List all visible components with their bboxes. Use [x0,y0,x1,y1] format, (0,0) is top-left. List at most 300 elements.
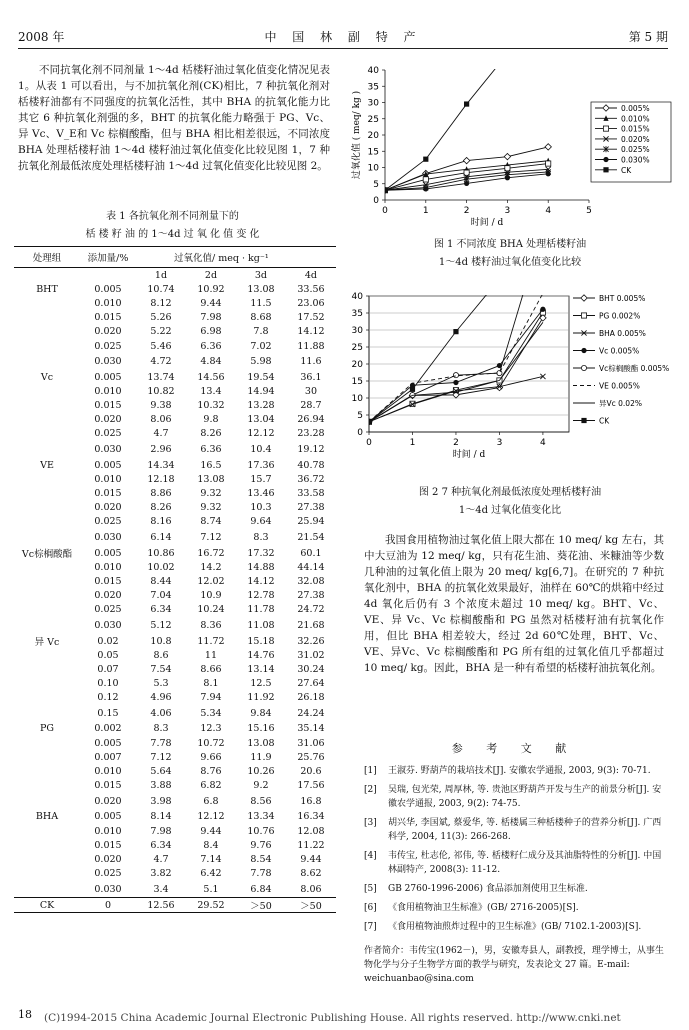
cell-value: 21.54 [297,532,325,543]
cell-dose: 0.002 [94,723,122,735]
legend-label: CK [621,165,632,175]
cell-value: 17.56 [297,780,325,792]
data-point [410,387,415,392]
y-tick-label: 25 [351,343,363,353]
discussion-paragraph [364,532,664,676]
fig1-caption-line1: 图 1 不同浓度 BHA 处理栝楼籽油 [433,239,587,250]
cell-value: 14.94 [247,385,275,397]
table-title-line1: 表 1 各抗氧化剂不同剂量下的 [106,211,239,222]
group-name: BHT [36,283,58,295]
series-group [366,288,546,425]
y-tick-label: 15 [367,147,379,158]
cell-value: 8.26 [150,502,172,514]
x-tick-label: 4 [540,438,546,448]
refs-title: 参 考 文 献 [451,742,577,755]
cell-value: 8.44 [150,575,172,587]
cell-dose: 0.015 [94,575,122,587]
cell-value: 24.24 [297,707,325,719]
group-name: 异 Vc [34,637,60,649]
cell-value: 9.84 [250,707,272,719]
cell-value: 15.18 [247,635,275,647]
cell-value: 17.36 [247,459,275,471]
reference-number: [2] [364,785,377,795]
table-row [14,764,336,778]
reference-item [364,882,664,896]
cell-value: 35.14 [297,723,325,735]
group-name: Vc [40,371,54,383]
data-point [603,167,608,172]
reference-item [364,901,664,915]
y-axis-label: 过氧化值 ( meq/ kg ) [352,90,362,180]
data-point [603,126,608,131]
cell-value: 9.32 [200,502,222,514]
legend-label: 0.015% [621,124,650,134]
cell-value: 16.72 [197,547,225,559]
reference-text: 《食用植物油煎炸过程中的卫生标准》(GB/ 7102.1-2003)[S]. [388,922,642,932]
y-tick-label: 5 [373,179,379,190]
reference-number: [1] [364,766,377,776]
data-point [463,157,469,163]
cell-value: 14.12 [247,575,275,587]
cell-value: 2.96 [150,444,172,456]
legend-label: 异Vc 0.02% [599,399,642,408]
table-row [14,384,336,398]
cell-value: 13.74 [147,371,175,383]
table-row [14,501,336,515]
cell-dose: 0.015 [94,400,122,412]
cell-value: 3.98 [150,795,172,807]
cell-value: 10.3 [250,502,272,514]
reference-item [364,849,664,877]
table-title-line2: 栝 楼 籽 油 的 1～4d 过 氧 化 值 变 化 [85,229,260,240]
cell-value: 11.9 [250,751,272,763]
cell-value: 8.06 [300,883,322,895]
cell-value: 6.14 [150,532,172,543]
cell-dose: 0.010 [94,825,122,837]
reference-list [364,764,664,939]
cell-value: 7.02 [250,340,272,352]
cell-dose: 0.005 [94,811,122,823]
cell-dose: 0.007 [94,751,122,763]
x-tick-label: 1 [422,206,429,216]
table-row [14,705,336,722]
legend-label: PG 0.002% [599,311,641,321]
cell-value: 8.14 [150,811,172,823]
cell-value: 13.46 [247,488,275,500]
cell-dose: 0.030 [94,356,122,368]
reference-number: [5] [364,884,377,894]
cell-value: 10.72 [197,737,225,749]
cell-value: 27.38 [297,502,325,514]
data-point [581,418,586,423]
cell-value: 29.52 [197,899,225,911]
y-tick-label: 20 [367,131,379,141]
header-year: 2008 年 [18,30,65,44]
x-tick-label: 3 [504,206,511,216]
cell-value: 32.08 [297,575,325,587]
cell-value: 10.26 [247,766,275,778]
cell-dose: 0.020 [94,795,122,807]
cell-value: 13.04 [247,414,275,426]
cell-dose: 0.005 [94,737,122,749]
reference-item [364,920,664,934]
y-tick-label: 5 [357,411,363,421]
figure-1-chart [345,62,675,232]
y-tick-label: 40 [367,66,379,76]
cell-value: 8.26 [200,428,222,440]
cell-value: 7.94 [200,692,222,704]
cell-value: 4.7 [153,428,169,440]
cell-value: 16.34 [297,811,325,823]
cell-value: 11.5 [250,297,272,309]
table-day-header [14,268,336,283]
cell-value: 5.26 [150,312,172,324]
series-line [369,322,543,421]
cell-value: 3.88 [150,780,172,792]
cell-value: 12.12 [247,428,275,440]
cell-value: 9.64 [250,516,272,528]
table-row [14,399,336,413]
fig2-caption-line2: 1～4d 过氧化值变化比 [458,505,562,516]
x-tick-label: 0 [382,206,388,216]
cell-value: 8.16 [150,516,172,528]
cell-value: 14.34 [147,459,175,471]
cell-value: 9.32 [200,488,222,500]
cell-value: 8.3 [253,532,269,543]
table-row [14,881,336,898]
y-tick-label: 0 [357,428,363,438]
cell-value: 9.38 [150,400,172,412]
cell-value: 7.04 [150,590,172,602]
cell-value: 32.26 [297,635,325,647]
cell-dose: 0.15 [97,707,119,719]
cell-value: ＞50 [300,901,322,913]
cell-value: 14.88 [247,561,275,573]
cell-value: 5.46 [150,340,172,352]
day-header-3: 3d [254,269,268,281]
cell-value: 13.4 [200,385,222,397]
cell-value: 20.6 [300,766,322,778]
intro-text: 不同抗氧化剂不同剂量 1～4d 栝楼籽油过氧化值变化情况见表 1。从表 1 可以看出，与不加抗氧化剂(CK)相比，7 种抗氧化剂对栝楼籽油都有不同强度的抗氧化活性，其中 BHA 的抗氧化能力比其它 6 种抗氧化剂强的多，BHT 的抗氧化能力略强于 PG、Vc、异 Vc、V_E和 Vc 棕榈酸酯，但与 BHA 相比相差很远，不同浓度 BHA 处理栝楼籽油 1～4d 楼籽油过氧化值变化比较见图 1，7 种抗氧化剂最低浓度处理栝楼籽油 1～4d 过氧化值变化比较见图 2。 [18,64,330,172]
data-point [546,161,551,166]
data-point [581,365,586,370]
data-point [423,157,428,162]
cell-value: 25.76 [297,751,325,763]
legend-label: Vc棕榈酸酯 0.005% [599,364,670,373]
cell-value: 11 [204,649,218,661]
figure-2-chart [345,288,675,468]
table-row [14,852,336,866]
cell-value: 6.34 [150,839,172,851]
cell-value: 8.74 [200,516,222,528]
cell-value: 7.8 [253,326,269,338]
table-row [14,353,336,370]
cell-value: 60.1 [300,547,322,559]
cell-value: 5.1 [203,883,219,895]
header-rule [18,48,668,49]
data-point [423,186,428,191]
cell-value: 8.54 [250,853,272,865]
cell-dose: 0.005 [94,459,122,471]
table-row [14,486,336,500]
reference-text: 胡兴华, 李国斌, 蔡爱华, 等. 栝楼属三种栝楼种子的营养分析[J]. 广西科学, 2004, 11(3): 266-268. [388,818,662,842]
discussion-text: 我国食用植物油过氧化值上限大都在 10 meq/ kg 左右，其中大豆油为 12 meq/ kg，只有花生油、葵花油、米糠油等少数几种油的过氧化值上限为 20 meq/ kg[6,7]。在研究的 7 种抗氧化剂中，BHA 的抗氧化效果最好，油样在 60℃的烘箱中经过 4d 氧化后仍有 3 个浓度未超过 10 meq/ kg。BHT、Vc、VE、异 Vc、Vc 棕榈酸酯和 PG 虽然对栝楼籽油有抗氧化作用，但比 BHA 相差较大，经过 2d 60℃处理，BHT、Vc、VE、异Vc、Vc 棕榈酸酯和 PG 所有组的过氧化值几乎都超过 10 meq/ kg。因此，BHA 是一种有希望的栝楼籽油抗氧化剂。 [364,534,664,674]
reference-text: 吴瑞, 包光荣, 周厚林, 等. 贵池区野葫芦开发与生产的前景分析[J]. 安徽农学通报, 2003, 9(2): 74-75. [388,785,662,809]
table-row [14,574,336,588]
cell-value: 12.18 [147,473,175,485]
cell-value: 12.5 [250,678,272,690]
cell-value: 7.12 [150,751,172,763]
series-line [369,288,543,422]
cell-value: 12.56 [147,899,175,911]
cell-value: 14.56 [197,371,225,383]
cell-value: 11.92 [247,692,275,704]
cell-dose: 0.015 [94,780,122,792]
cell-dose: 0.025 [94,428,122,440]
cell-value: 11.08 [247,619,275,631]
table-row [14,722,336,736]
group-name: CK [39,899,55,911]
cell-value: 33.56 [297,283,325,295]
table-row [14,413,336,427]
fig2-caption-line1: 图 2 7 种抗氧化剂最低浓度处理栝楼籽油 [418,487,602,498]
cell-value: 21.68 [297,619,325,631]
reference-item [364,764,664,778]
reference-text: 《食用植物油卫生标准》(GB/ 2716-2005)[S]. [388,903,579,913]
table-row [14,339,336,353]
cell-value: 9.44 [200,825,222,837]
cell-dose: 0.015 [94,488,122,500]
cell-dose: 0.030 [94,619,122,631]
cell-value: 9.8 [203,414,219,426]
pov-table [14,246,336,913]
cell-value: 9.2 [253,780,269,792]
cell-value: 5.98 [250,356,272,368]
cell-value: 11.78 [247,604,275,616]
cell-dose: 0.020 [94,414,122,426]
cell-value: 14.76 [247,649,275,661]
cell-value: 6.82 [200,780,222,792]
data-point [505,175,510,180]
x-tick-label: 3 [496,438,503,448]
cell-value: 8.06 [150,414,172,426]
cell-value: 6.34 [150,604,172,616]
legend-label: BHT 0.005% [599,294,646,303]
cell-value: 13.08 [247,737,275,749]
cell-value: 11.72 [197,635,225,647]
cell-value: 8.6 [153,649,169,661]
x-tick-label: 4 [545,206,552,216]
cell-dose: 0.015 [94,839,122,851]
cell-value: 7.12 [200,532,222,543]
table-row [14,691,336,705]
cell-value: 23.28 [297,428,325,440]
data-point [453,329,458,334]
table-row [14,325,336,339]
table-row [14,370,336,384]
table-row [14,648,336,662]
th-pov: 过氧化值/ meq · kg⁻¹ [174,253,269,264]
cell-value: 4.06 [150,707,172,719]
cell-value: 10.24 [197,604,225,616]
cell-dose: 0.030 [94,883,122,895]
x-axis-label: 时间 / d [452,450,486,460]
cell-value: 6.8 [203,795,219,807]
cell-value: 33.58 [297,488,325,500]
cell-value: 6.36 [200,340,222,352]
cell-value: 10.86 [147,547,175,559]
cell-value: 14.12 [297,326,325,338]
table-row [14,560,336,574]
y-tick-label: 30 [351,326,363,336]
data-table [14,246,336,913]
data-point [581,348,586,353]
cell-value: 12.12 [197,811,225,823]
table-row [14,427,336,441]
cell-dose: 0.12 [97,692,119,704]
th-dose: 添加量/% [87,253,129,264]
cell-value: 13.08 [197,473,225,485]
cell-dose: 0.10 [97,678,119,690]
cell-value: 7.14 [200,853,222,865]
header-journal: 中 国 林 副 特 产 [264,30,422,44]
cell-value: 5.3 [153,678,169,690]
cell-dose: 0.05 [97,649,119,661]
cell-value: 12.08 [297,825,325,837]
data-point [496,384,502,390]
cell-value: 11.22 [297,839,325,851]
cell-value: 31.06 [297,737,325,749]
cell-value: 16.8 [300,795,322,807]
reference-text: GB 2760-1996-2006) 食品添加剂使用卫生标准. [388,884,588,894]
cell-value: 36.72 [297,473,325,485]
cell-value: 5.64 [150,766,172,778]
cell-value: 7.78 [250,868,272,880]
cell-dose: 0 [104,899,112,911]
legend-label: 0.025% [621,145,650,155]
table-row [14,529,336,546]
cell-value: 26.94 [297,414,325,426]
reference-item [364,816,664,844]
cell-dose: 0.025 [94,868,122,880]
cell-value: 27.38 [297,590,325,602]
cell-value: 3.4 [153,883,169,895]
cell-value: 8.4 [203,839,219,851]
y-tick-label: 35 [367,82,379,93]
table-row [14,662,336,676]
cell-dose: 0.010 [94,385,122,397]
cell-dose: 0.010 [94,561,122,573]
data-point [366,419,371,424]
y-tick-label: 25 [367,114,379,125]
reference-text: 王淑芬. 野葫芦的栽培技术[J]. 安徽农学通报, 2003, 9(3): 70-71. [388,766,651,776]
cell-value: 5.22 [150,326,172,338]
cell-value: 24.72 [297,604,325,616]
data-point [545,144,551,150]
cell-value: 26.18 [297,692,325,704]
cell-value: 4.7 [153,853,169,865]
cell-value: 8.62 [300,868,322,880]
y-tick-label: 40 [351,292,363,302]
reference-number: [4] [364,851,377,861]
cell-dose: 0.02 [97,635,119,647]
cell-value: 11.6 [300,356,322,368]
y-tick-label: 35 [351,309,363,319]
data-point [423,177,428,182]
group-name: PG [40,723,54,735]
table-row [14,603,336,617]
cell-dose: 0.020 [94,326,122,338]
cell-value: 4.72 [150,356,172,368]
cell-value: 11.88 [297,340,325,352]
legend-label: 0.020% [621,134,650,144]
cell-dose: 0.025 [94,516,122,528]
cell-dose: 0.010 [94,766,122,778]
cell-value: 12.02 [197,575,225,587]
group-name: Vc棕榈酸酯 [21,549,73,561]
table-row [14,515,336,529]
cell-value: 19.12 [297,444,325,456]
cell-dose: 0.005 [94,547,122,559]
figure-2-caption [345,484,675,520]
data-point [504,153,510,159]
cell-value: 6.98 [200,326,222,338]
cell-value: 13.08 [247,283,275,295]
table-row [14,824,336,838]
cell-value: 12.78 [247,590,275,602]
series-line [369,309,543,422]
table-row [14,311,336,325]
legend-label: 0.010% [621,114,650,124]
cell-value: 13.34 [247,811,275,823]
table-row [14,750,336,764]
cell-dose: 0.010 [94,473,122,485]
x-tick-label: 2 [453,438,459,448]
intro-paragraph [18,62,330,174]
cell-dose: 0.030 [94,444,122,456]
data-point [581,313,586,318]
x-tick-label: 0 [366,438,372,448]
day-header-2: 2d [204,269,218,281]
table-row [14,296,336,310]
legend-label: BHA 0.005% [599,329,646,338]
group-name: VE [40,459,54,471]
cell-value: 17.52 [297,312,325,324]
cell-value: 30 [304,385,318,397]
cell-value: 12.3 [200,723,222,735]
table-row [14,472,336,486]
cell-value: 36.1 [300,371,322,383]
y-tick-label: 20 [351,360,363,370]
data-point [464,181,469,186]
cell-dose: 0.010 [94,297,122,309]
page-number: 18 [18,1008,32,1021]
cell-value: 30.24 [297,663,325,675]
day-header-1: 1d [154,269,168,281]
cell-value: 23.06 [297,297,325,309]
cell-value: 5.12 [150,619,172,631]
cell-value: 5.34 [200,707,222,719]
series-line [369,288,543,422]
cell-value: 10.82 [147,385,175,397]
data-point [540,307,545,312]
cell-value: 6.42 [200,868,222,880]
table-row [14,867,336,881]
table-row [14,441,336,458]
cell-value: 15.16 [247,723,275,735]
y-tick-label: 30 [367,98,379,109]
cell-value: 9.44 [200,297,222,309]
